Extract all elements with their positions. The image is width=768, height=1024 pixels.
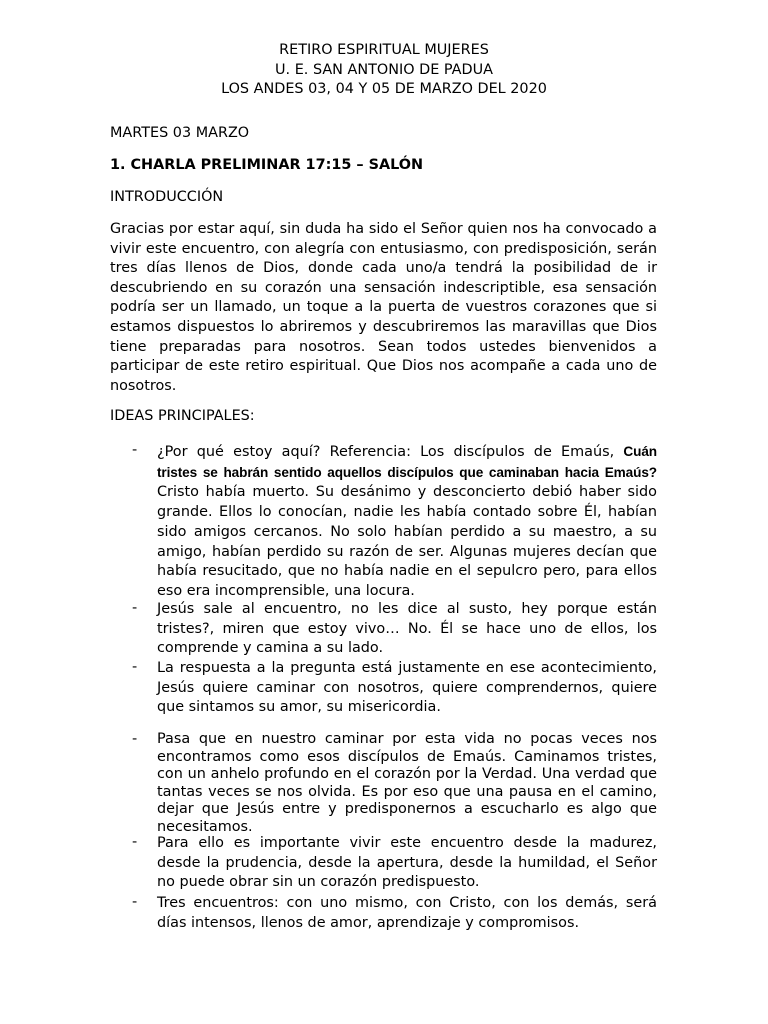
bullet-text: La respuesta a la pregunta está justamente en ese acontecimiento, Jesús quiere caminar con nosotros, quiere comprendernos, quiere que sintamos su amor, su misericordia. [157,660,657,716]
bullet-text: Tres encuentros: con uno mismo, con Cristo, con los demás, será días intensos, llenos de amor, aprendizaje y compromisos. [157,895,657,931]
date-line: MARTES 03 MARZO [110,125,250,141]
bullet-dash: - [132,731,138,747]
bullet-text [157,442,657,602]
ideas-heading: IDEAS PRINCIPALES: [110,408,255,424]
bullet-dash: - [132,659,138,675]
section-title: 1. CHARLA PRELIMINAR 17:15 – SALÓN [110,157,424,173]
bullet-rest: Cristo había muerto. Su desánimo y desconcierto debió haber sido grande. Ellos lo conocían, nadie les había contado sobre Él, habían sido amigos cercanos. No solo habían perdido a su maestro, a su amigo, habían perdido su razón de ser. Algunas mujeres decían que había resucitado, que no había nadie en el sepulcro pero, para ellos eso era incomprensible, una locura. [157,484,657,599]
bullet-dash: - [132,442,138,458]
bullet-highlight: Cuán tristes se habrán sentido aquellos discípulos que caminaban hacia Emaús? [157,444,657,480]
bullet-lead: ¿Por qué estoy aquí? Referencia: Los discípulos de Emaús, [157,444,624,460]
header-dates: LOS ANDES 03, 04 Y 05 DE MARZO DEL 2020 [221,81,547,97]
bullet-dash: - [132,834,138,850]
header-school: U. E. SAN ANTONIO DE PADUA [275,61,493,78]
bullet-text: Pasa que en nuestro caminar por esta vida no pocas veces nos encontramos como esos discípulos de Emaús. Caminamos tristes, con un anhelo profundo en el corazón por la Verdad. Una verdad que tantas veces se nos olvida. Es por eso que una pausa en el camino, dejar que Jesús entre y predisponernos a escucharlo es algo que necesitamos. [157,731,657,835]
bullet-dash: - [132,600,138,616]
document-header [0,41,768,100]
bullet-text: Jesús sale al encuentro, no les dice al susto, hey porque están tristes?, miren que estoy vivo… No. Él se hace uno de ellos, los comprende y camina a su lado. [157,601,657,657]
intro-heading: INTRODUCCIÓN [110,189,224,205]
intro-paragraph: Gracias por estar aquí, sin duda ha sido el Señor quien nos ha convocado a vivir este encuentro, con alegría con entusiasmo, con predisposición, serán tres días llenos de Dios, donde cada uno/a tendrá la posibilidad de ir descubriendo en su corazón una sensación indescriptible, esa sensación podría ser un llamado, un toque a la puerta de vuestros corazones que si estamos dispuestos lo abriremos y descubriremos las maravillas que Dios tiene preparadas para nosotros. Sean todos ustedes bienvenidos a participar de este retiro espiritual. Que Dios nos acompañe a cada uno de nosotros. [110,221,657,394]
header-title: RETIRO ESPIRITUAL MUJERES [279,42,489,58]
bullet-text: Para ello es importante vivir este encuentro desde la madurez, desde la prudencia, desde la apertura, desde la humildad, el Señor no puede obrar sin un corazón predispuesto. [157,835,657,891]
bullet-dash: - [132,894,138,910]
